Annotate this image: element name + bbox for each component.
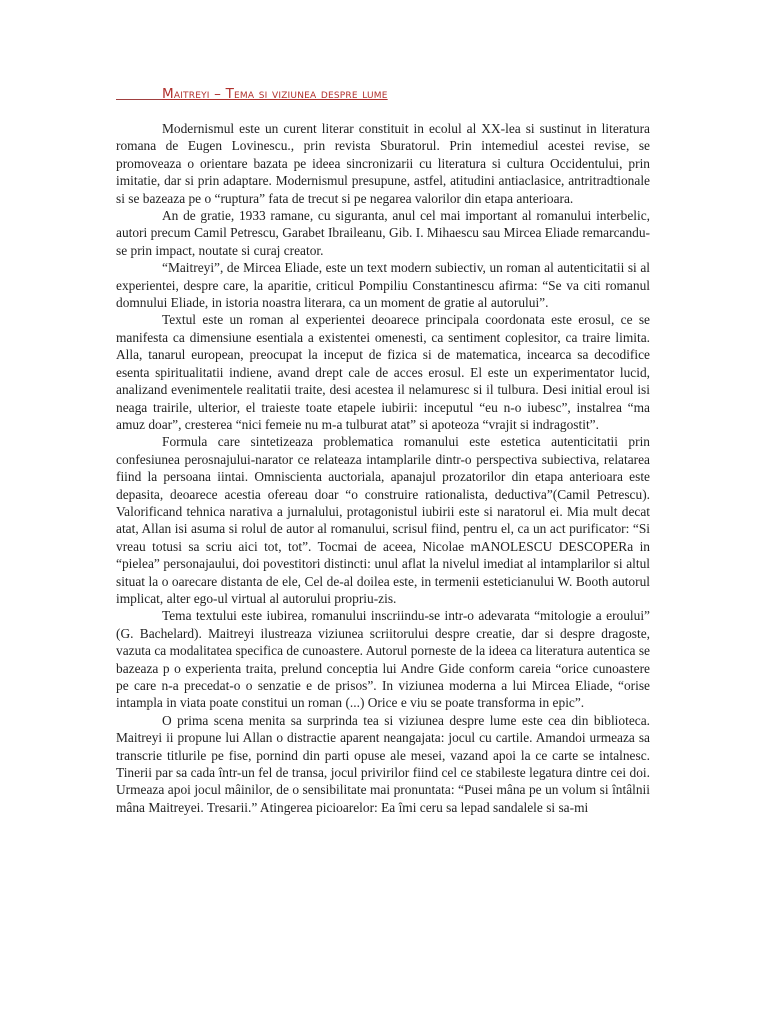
document-page bbox=[116, 86, 650, 816]
paragraph: Tema textului este iubirea, romanului inscriindu-se intr-o adevarata “mitologie a eroului” (G. Bachelard). Maitreyi ilustreaza viziunea scriitorului despre creatie, dar si despre dragoste, vazuta ca modalitatea specifica de cunoastere. Autorul porneste de la ideea ca literatura autentica se bazeaza p o experienta traita, prelund conceptia lui Andre Gide conform careia “orice cunoastere pe care n-a precedat-o o senzatie e de prisos”. In viziunea moderna a lui Mircea Eliade, “orise intampla in viata poate constitui un roman (...) Orice e viu se poate transforma in epic”. bbox=[116, 608, 650, 711]
paragraph: “Maitreyi”, de Mircea Eliade, este un text modern subiectiv, un roman al autenticitatii si al experientei, despre care, la aparitie, criticul Pompiliu Constantinescu afirma: “Se va citi romanul domnului Eliade, in istoria noastra literara, ca un moment de gratie al autorului”. bbox=[116, 260, 650, 311]
title-underline-lead bbox=[116, 99, 162, 100]
document-title: Maitreyi – Tema si viziunea despre lume bbox=[162, 86, 388, 102]
paragraph: Modernismul este un curent literar constituit in ecolul al XX-lea si sustinut in literatura romana de Eugen Lovinescu., prin revista Sburatorul. Prin intemediul acestei revise, se promoveaza o orientare bazata pe ideea sincronizarii cu literatura si cultura Occidentului, prin imitatie, dar si prin adaptare. Modernismul presupune, astfel, atitudini antiaclasice, antritradtionale si se bazeaza pe o “ruptura” fata de trecut si pe negarea valorilor din etapa anterioara. bbox=[116, 121, 650, 206]
paragraph: Textul este un roman al experientei deoarece principala coordonata este erosul, ce se manifesta ca dimensiune esentiala a existentei omenesti, ca sentiment coplesitor, ca traire limita. Alla, tanarul european, preocupat la inceput de fizica si de matematica, incearca sa decodifice esenta spiritualitatii indiene, avand drept cale de acces erosul. El este un experimentator lucid, analizand evenimentele realitatii traite, desi acestea il nelamuresc si il tulbura. Desi initial eroul isi neaga trairile, ulterior, el traieste toate etapele iubirii: inceputul “eu n-o iubesc”, instalrea “ma amuz doar”, cresterea “nici femeie nu m-a tulburat atat” si apoteoza “vrajit si indragostit”. bbox=[116, 312, 650, 432]
paragraph: An de gratie, 1933 ramane, cu siguranta, anul cel mai important al romanului interbelic, autori precum Camil Petrescu, Garabet Ibraileanu, Gib. I. Mihaescu sau Mircea Eliade remarcandu-se prin impact, noutate si curaj creator. bbox=[116, 208, 650, 258]
paragraph: O prima scena menita sa surprinda tea si viziunea despre lume este cea din biblioteca. Maitreyi ii propune lui Allan o distractie aparent neangajata: jocul cu cartile. Amandoi urmeaza sa transcrie titlurile pe fise, pornind din parti opuse ale mesei, vazand apoi la ce carte se intalnesc. Tinerii par sa cada într-un fel de transa, jocul privirilor fiind cel ce stabileste legatura dintre cei doi. Urmeaza apoi jocul mâinilor, de o sensibilitate mai pronuntata: “Pusei mâna pe un volum si întâlnii mâna Maitreyei. Tresarii.” Atingerea picioarelor: Ea îmi ceru sa lepad sandalele si sa-mi bbox=[116, 712, 650, 815]
paragraph: Formula care sintetizeaza problematica romanului este estetica autenticitatii prin confesiunea perosnajului-narator ce relateaza intamplarile dintr-o perspectiva subiectiva, relatarea fiind la persoana iintai. Omniscienta auctoriala, apanajul prozatorilor din etapa anterioara este depasita, deoarece acestia ofereau doar “o construire rationalista, deductiva”(Camil Petrescu). Valorificand tehnica narativa a jurnalului, protagonistul iubirii este si naratorul ei. Mia mult decat atat, Allan isi asuma si rolul de autor al romanului, scrisul fiind, pentru el, ca un act purificator: “Si vreau totusi sa scriu aici tot, tot”. Tocmai de aceea, Nicolae mANOLESCU DESCOPERa in “pielea” personajaului, doi povestitori distincti: unul aflat la nivelul imediat al intamplarilor si altul situat la o oarecare distanta de ele, Cel de-al doilea este, in termenii esteticianului W. Booth autorul implicat, alter ego-ul virtual al autorului propriu-zis. bbox=[116, 434, 650, 606]
title-row bbox=[116, 86, 650, 104]
